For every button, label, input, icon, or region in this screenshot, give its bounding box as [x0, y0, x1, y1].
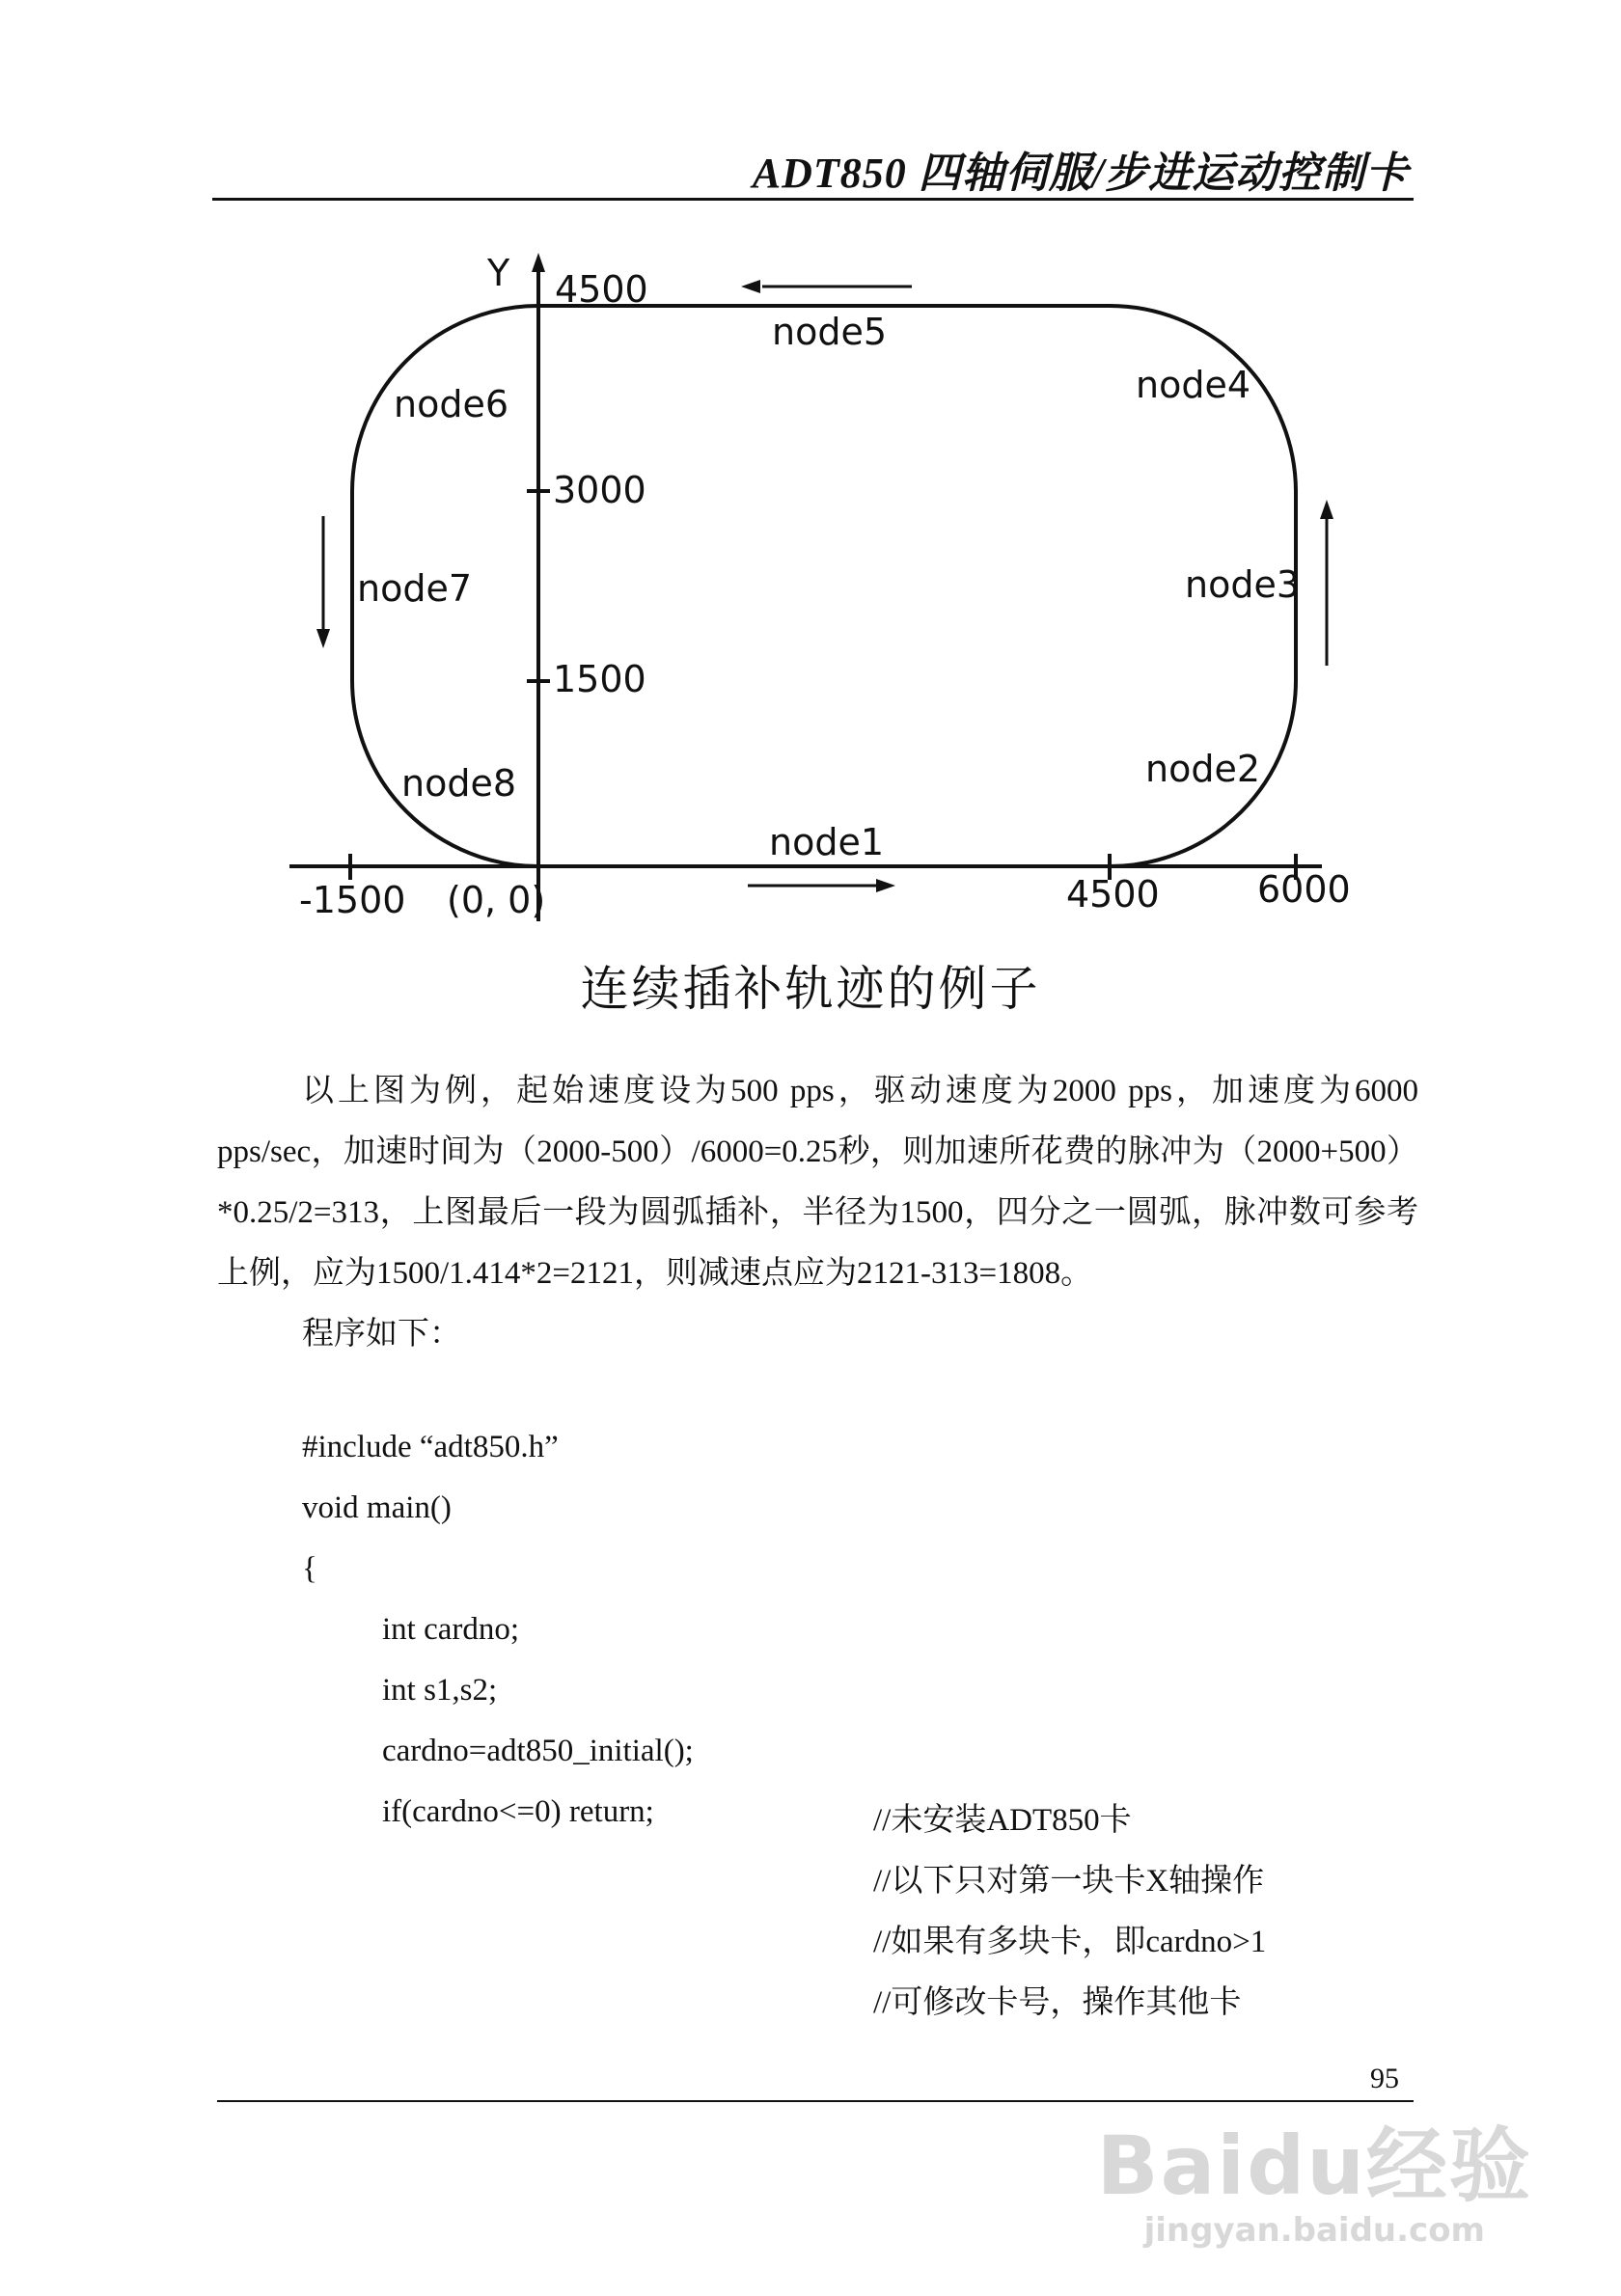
header-title: ADT850 四轴伺服/步进运动控制卡	[752, 150, 1409, 197]
code-line-cardno-decl: int cardno;	[382, 1612, 520, 1647]
code-line-s1s2-decl: int s1,s2;	[382, 1673, 498, 1708]
watermark-logo: Baidu经验	[1096, 2118, 1532, 2213]
code-comment-1: //未安装ADT850卡	[873, 1803, 1132, 1838]
figure-caption: 连续插补轨迹的例子	[580, 961, 1041, 1017]
code-line-initial: cardno=adt850_initial();	[382, 1734, 694, 1768]
program-intro: 程序如下：	[302, 1317, 461, 1352]
code-comment-3: //如果有多块卡，即cardno>1	[873, 1925, 1267, 1959]
body-text	[217, 1061, 1418, 1365]
code-line-main: void main()	[302, 1490, 452, 1525]
y-tick-label-1500: 1500	[553, 658, 646, 700]
node3-label: node3	[1185, 563, 1301, 606]
node8-label: node8	[401, 762, 517, 805]
node7-label: node7	[357, 567, 473, 610]
arrow-head-up	[1320, 500, 1333, 519]
node1-label: node1	[769, 821, 885, 863]
code-line-if-return: if(cardno<=0) return;	[382, 1794, 654, 1829]
x-tick-label-6000: 6000	[1257, 868, 1351, 911]
node2-label: node2	[1145, 748, 1261, 790]
trajectory-figure	[0, 0, 1621, 965]
x-tick-label-origin: (0, 0)	[447, 879, 546, 921]
code-line-open-brace: {	[302, 1551, 317, 1586]
x-tick-label-4500: 4500	[1066, 873, 1160, 916]
page-number: 95	[1370, 2063, 1399, 2094]
arrow-head-down	[316, 629, 330, 648]
y-axis-label: Y	[487, 252, 510, 294]
node6-label: node6	[394, 383, 509, 425]
baidu-watermark	[1096, 2118, 1532, 2252]
code-comment-2: //以下只对第一块卡X轴操作	[873, 1864, 1265, 1899]
code-comment-4: //可修改卡号，操作其他卡	[873, 1985, 1242, 2020]
footer-rule	[217, 2100, 1414, 2102]
node5-label: node5	[772, 311, 888, 353]
watermark-url: jingyan.baidu.com	[1143, 2211, 1485, 2250]
arrow-head-right	[876, 879, 895, 892]
code-line-include: #include “adt850.h”	[302, 1430, 559, 1464]
y-axis-arrowhead	[532, 253, 545, 272]
node4-label: node4	[1136, 364, 1251, 406]
y-tick-label-3000: 3000	[553, 469, 646, 511]
explanation-paragraph: 以上图为例，起始速度设为500 pps，驱动速度为2000 pps，加速度为6000 pps/sec，加速时间为（2000-500）/6000=0.25秒，则加速所花费的脉冲为（2000+500）*0.25/2=313，上图最后一段为圆弧插补，半径为1500，四分之一圆弧，脉冲数可参考上例，应为1500/1.414*2=2121，则减速点应为2121-313=1808。	[217, 1074, 1418, 1291]
y-tick-label-4500: 4500	[555, 268, 648, 311]
arrow-head-left	[741, 280, 760, 293]
x-tick-label-neg1500: -1500	[299, 879, 406, 921]
